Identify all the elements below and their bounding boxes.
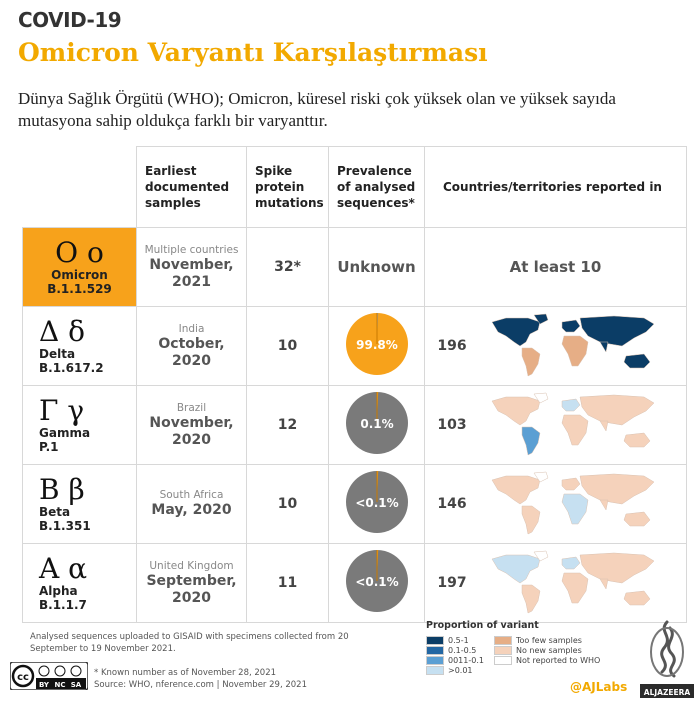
table-row — [23, 544, 687, 623]
map-region-as — [580, 474, 654, 504]
header-prevalence: Prevalence of analysed sequences* — [329, 147, 425, 228]
prevalence-cell — [329, 465, 425, 544]
earliest-country: Brazil — [176, 401, 207, 414]
map-region-in — [600, 421, 608, 431]
world-map — [484, 549, 662, 617]
variant-symbol: Γ γ — [39, 394, 85, 427]
map-region-sa — [522, 506, 540, 534]
by-icon — [39, 666, 49, 676]
header-earliest: Earliest documented samples — [137, 147, 247, 228]
legend-swatch — [494, 636, 512, 645]
variant-symbol: Β β — [39, 473, 85, 506]
prevalence-pie — [342, 467, 412, 537]
variant-cell — [23, 307, 137, 386]
legend-title: Proportion of variant — [426, 620, 539, 631]
map-region-au — [624, 354, 650, 368]
earliest-cell — [137, 307, 247, 386]
spike-count: 10 — [247, 307, 329, 386]
cc-tag: BY — [38, 681, 50, 689]
map-region-au — [624, 512, 650, 526]
map-region-sa — [522, 427, 540, 455]
map-region-sa — [522, 585, 540, 613]
countries-count: 146 — [437, 496, 467, 512]
countries-cell — [425, 307, 687, 386]
variant-lineage: B.1.1.529 — [47, 282, 112, 296]
map-region-na — [492, 476, 540, 504]
variant-symbol: Ο ο — [55, 236, 104, 269]
map-region-af — [562, 415, 588, 445]
countries-count: 196 — [437, 338, 467, 354]
earliest-date: May, 2020 — [151, 502, 232, 518]
earliest-country: South Africa — [159, 489, 224, 501]
creative-commons-badge — [10, 662, 88, 690]
pie-label: 0.1% — [359, 417, 394, 431]
prevalence-cell — [329, 544, 425, 623]
variant-cell — [23, 465, 137, 544]
table-row — [23, 465, 687, 544]
countries-count: At least 10 — [509, 258, 602, 276]
legend-label: 0011-0.1 — [448, 656, 484, 665]
legend-item — [426, 636, 469, 645]
map-region-as — [580, 553, 654, 583]
spike-count: 12 — [247, 386, 329, 465]
spike-count: 10 — [247, 465, 329, 544]
legend-item — [426, 646, 476, 655]
earliest-date: October, 2020 — [158, 335, 225, 369]
sa-icon — [71, 666, 81, 676]
variant-symbol: Δ δ — [39, 315, 85, 348]
map-region-sa — [522, 348, 540, 376]
map-region-in — [600, 579, 608, 589]
earliest-date: November, 2021 — [149, 256, 234, 290]
legend-label: Too few samples — [516, 636, 582, 645]
spike-count: 32* — [247, 228, 329, 307]
map-region-na — [492, 555, 540, 583]
variant-symbol: Α α — [39, 552, 88, 585]
legend-item — [426, 666, 473, 675]
legend-swatch — [494, 646, 512, 655]
legend-item — [494, 636, 582, 645]
world-map — [484, 391, 662, 459]
map-region-in — [600, 500, 608, 510]
nc-icon — [55, 666, 65, 676]
countries-cell — [425, 386, 687, 465]
pie-label: 99.8% — [355, 338, 398, 352]
variant-cell — [23, 544, 137, 623]
countries-cell — [425, 544, 687, 623]
prevalence-pie — [342, 546, 412, 616]
earliest-cell — [137, 228, 247, 307]
spike-count: 11 — [247, 544, 329, 623]
map-region-eu — [562, 557, 580, 569]
map-region-as — [580, 395, 654, 425]
cc-tag: NC — [54, 681, 66, 689]
legend-label: 0.1-0.5 — [448, 646, 477, 655]
earliest-country: India — [178, 322, 205, 335]
earliest-cell — [137, 544, 247, 623]
aljazeera-logo — [640, 618, 694, 700]
blank-header — [23, 147, 137, 228]
pie-label: <0.1% — [354, 575, 399, 589]
prevalence-cell — [329, 307, 425, 386]
header-spike: Spike protein mutations — [247, 147, 329, 228]
legend-swatch — [426, 666, 444, 675]
variant-name: Alpha — [39, 584, 78, 598]
legend-item — [494, 656, 600, 665]
map-region-as — [580, 316, 654, 346]
map-region-af — [562, 573, 588, 603]
prevalence-cell — [329, 386, 425, 465]
map-region-in — [600, 342, 608, 352]
variant-lineage: B.1.617.2 — [39, 361, 104, 375]
svg-text:cc: cc — [17, 672, 29, 683]
map-legend — [426, 620, 636, 680]
prevalence-label: Unknown — [337, 258, 416, 276]
source-line: Source: WHO, nference.com | November 29, 2021 — [94, 680, 307, 690]
earliest-cell — [137, 386, 247, 465]
world-map — [484, 470, 662, 538]
variant-lineage: P.1 — [39, 440, 59, 454]
earliest-country: Multiple countries — [144, 243, 239, 256]
variant-lineage: B.1.351 — [39, 519, 91, 533]
legend-label: 0.5-1 — [448, 636, 469, 645]
ajlabs-handle: @AJLabs — [570, 680, 628, 694]
cc-tag: SA — [70, 681, 82, 689]
earliest-date: November, 2020 — [149, 414, 234, 448]
variant-name: Delta — [39, 347, 76, 361]
prevalence-cell — [329, 228, 425, 307]
brand-wordmark: ALJAZEERA — [643, 688, 691, 697]
legend-label: Not reported to WHO — [516, 656, 601, 665]
pie-label: <0.1% — [354, 496, 399, 510]
legend-swatch — [426, 636, 444, 645]
world-map — [484, 312, 662, 380]
earliest-country: United Kingdom — [149, 559, 234, 572]
map-region-eu — [562, 399, 580, 411]
variant-name: Gamma — [39, 426, 91, 440]
countries-count: 197 — [437, 575, 467, 591]
table-row — [23, 307, 687, 386]
map-region-au — [624, 433, 650, 447]
map-region-af — [562, 336, 588, 366]
prevalence-pie — [342, 388, 412, 458]
countries-count: 103 — [437, 417, 467, 433]
legend-item — [426, 656, 484, 665]
legend-swatch — [426, 656, 444, 665]
legend-label: >0.01 — [448, 666, 473, 675]
variant-cell — [23, 228, 137, 307]
legend-swatch — [426, 646, 444, 655]
legend-swatch — [494, 656, 512, 665]
map-region-af — [562, 494, 588, 524]
page-subtitle: Dünya Sağlık Örgütü (WHO); Omicron, küresel riski çok yüksek olan ve yüksek sayıda mutasyona sahip oldukça farklı bir varyanttır. — [18, 89, 616, 130]
map-region-na — [492, 318, 540, 346]
variant-cell — [23, 386, 137, 465]
footnote-source — [94, 667, 307, 691]
header-countries: Countries/territories reported in — [425, 147, 687, 228]
earliest-cell — [137, 465, 247, 544]
prevalence-pie — [342, 309, 412, 379]
countries-cell — [425, 228, 687, 307]
page-title: Omicron Varyantı Karşılaştırması — [18, 38, 488, 67]
variant-table — [22, 146, 687, 623]
footnote-sequences: Analysed sequences uploaded to GISAID with specimens collected from 20 September to 19 November 2021. — [30, 632, 349, 654]
legend-label: No new samples — [516, 646, 582, 655]
table-row — [23, 386, 687, 465]
variant-name: Beta — [39, 505, 71, 519]
footnote-known: * Known number as of November 28, 2021 — [94, 668, 277, 678]
map-region-eu — [562, 478, 580, 490]
countries-cell — [425, 465, 687, 544]
variant-lineage: B.1.1.7 — [39, 598, 87, 612]
topic-label: COVID-19 — [18, 8, 122, 32]
table-row — [23, 228, 687, 307]
earliest-date: September, 2020 — [146, 572, 237, 606]
legend-item — [494, 646, 582, 655]
map-region-eu — [562, 320, 580, 332]
map-region-au — [624, 591, 650, 605]
variant-name: Omicron — [51, 268, 108, 282]
map-region-na — [492, 397, 540, 425]
